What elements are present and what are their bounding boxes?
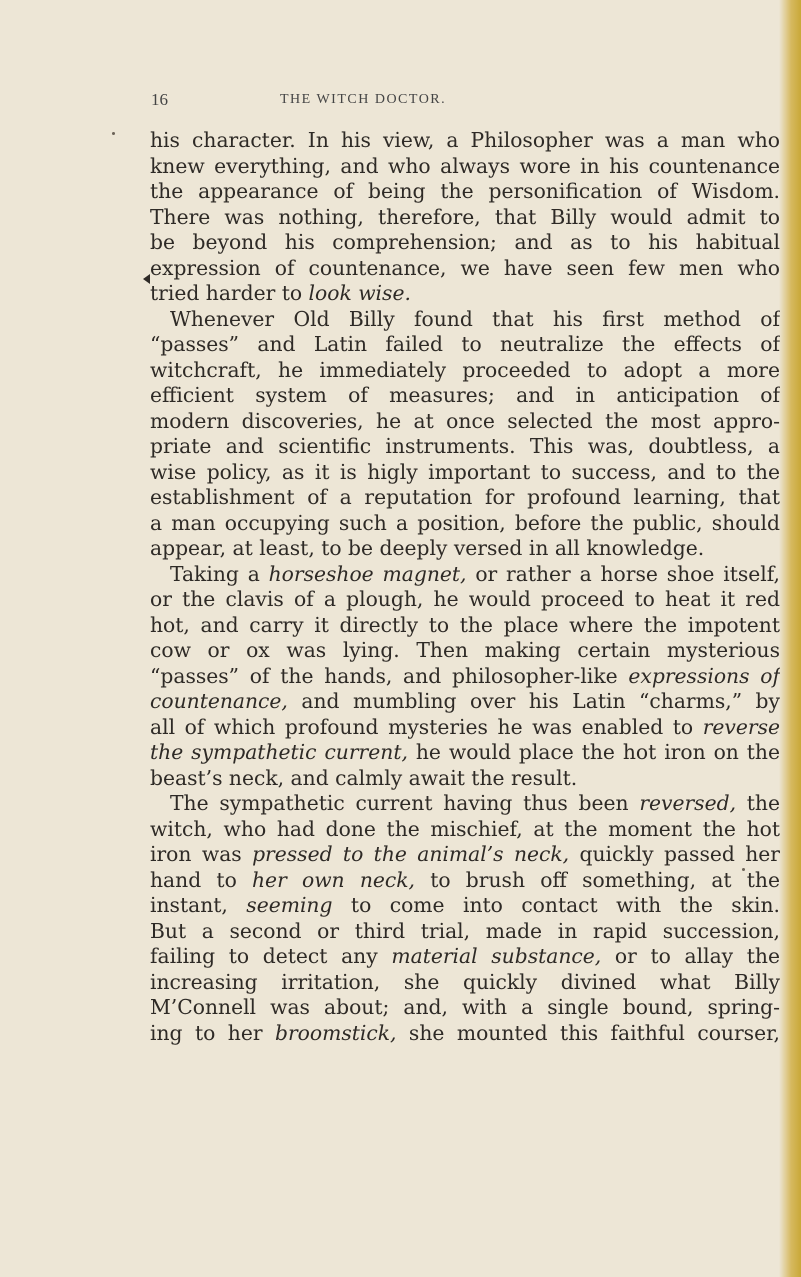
text-line: iron was pressed to the animal’s neck, quickly passed her: [150, 842, 780, 866]
text-line: knew everything, and who always wore in his countenance: [150, 153, 780, 178]
text-line: the appearance of being the personification of Wisdom.: [150, 179, 780, 203]
text-line: his character. In his view, a Philosopher was a man who: [150, 128, 780, 152]
text-line: appear, at least, to be deeply versed in all knowledge.: [150, 536, 705, 560]
page-number: 16: [151, 90, 168, 109]
text-line: Whenever Old Billy found that his first method of: [170, 306, 780, 331]
body-text: [150, 128, 780, 1046]
text-line: witch, who had done the mischief, at the moment the hot: [150, 816, 780, 841]
margin-arrow-mark: [143, 274, 150, 284]
text-line: beast’s neck, and calmly await the result.: [150, 765, 578, 790]
text-line: “passes” of the hands, and philosopher-like expressions of: [150, 663, 780, 688]
text-line: the sympathetic current, he would place the hot iron on the: [150, 740, 780, 764]
text-line: M’Connell was about; and, with a single bound, spring-: [150, 995, 780, 1019]
text-line: priate and scientific instruments. This was, doubtless, a: [150, 434, 780, 458]
text-line: tried harder to look wise.: [150, 281, 411, 305]
running-title: THE WITCH DOCTOR.: [280, 92, 447, 107]
text-line: ing to her broomstick, she mounted this faithful courser,: [150, 1020, 780, 1045]
text-line: cow or ox was lying. Then making certain mysterious: [150, 638, 780, 662]
text-line: a man occupying such a position, before the public, should: [150, 510, 780, 535]
text-line: or the clavis of a plough, he would proceed to heat it red: [150, 587, 780, 611]
text-line: Taking a horseshoe magnet, or rather a horse shoe itself,: [170, 561, 780, 586]
text-line: establishment of a reputation for profound learning, that: [150, 485, 780, 509]
text-line: instant, seeming to come into contact with the skin.: [150, 893, 780, 917]
text-line: modern discoveries, he at once selected the most appro-: [150, 408, 780, 433]
text-line: The sympathetic current having thus been reversed, the: [170, 791, 780, 815]
text-line: increasing irritation, she quickly divined what Billy: [150, 969, 780, 994]
text-line: “passes” and Latin failed to neutralize the effects of: [150, 332, 780, 356]
text-line: But a second or third trial, made in rapid succession,: [150, 918, 780, 943]
text-line: hand to her own neck, to brush off something, at the: [150, 867, 780, 892]
text-line: failing to detect any material substance, or to allay the: [150, 944, 780, 968]
text-line: hot, and carry it directly to the place where the impotent: [150, 612, 780, 637]
page-edge: [779, 0, 801, 1277]
text-line: efficient system of measures; and in anticipation of: [150, 383, 780, 407]
text-line: expression of countenance, we have seen few men who: [150, 255, 780, 280]
page-header: [0, 90, 780, 112]
text-line: be beyond his comprehension; and as to his habitual: [150, 230, 780, 254]
text-line: witchcraft, he immediately proceeded to adopt a more: [150, 357, 780, 382]
text-line: all of which profound mysteries he was enabled to reverse: [150, 714, 780, 739]
text-line: wise policy, as it is higly important to success, and to the: [150, 459, 780, 484]
text-line: There was nothing, therefore, that Billy would admit to: [150, 204, 780, 229]
stray-ink-dot: [112, 132, 115, 135]
text-line: countenance, and mumbling over his Latin “charms,” by: [150, 689, 780, 713]
